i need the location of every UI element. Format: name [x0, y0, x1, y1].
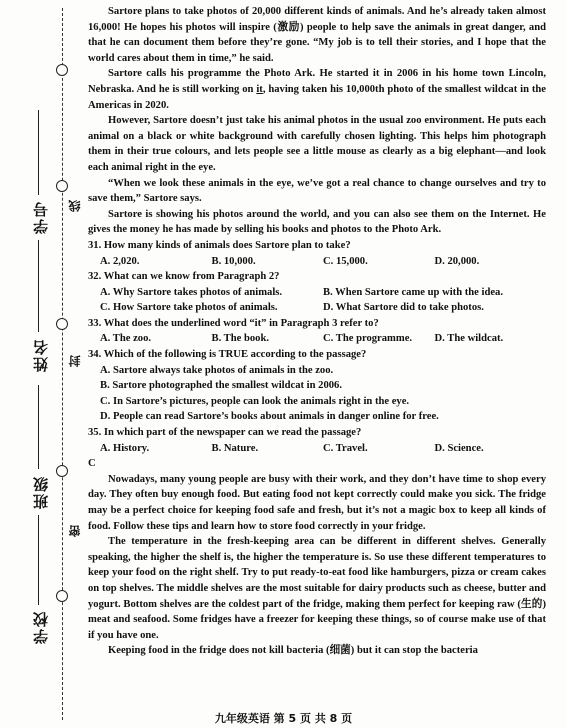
passage-c-paragraph-2: The temperature in the fresh-keeping area can be different in different shelves. Generally speaking, the higher the shelf is, the higher the temperature is. So use these different temperatures to keep your food on the right shelf. Try to put ready-to-eat food like hamburgers, pizza or cream cakes on top shelves. The middle shelves are the most suitable for dairy products such as cheese, butter and yogurt. Bottom shelves are the coldest part of the fridge, making them perfect for keeping raw (生的) meat and seafood. Some fridges have a freezer for keeping these things, so of course make use of that if you have one.	[88, 536, 546, 641]
question-34-option-b-row	[88, 378, 546, 394]
passage-b-paragraph-2	[88, 66, 546, 113]
name-label: 姓名	[32, 338, 50, 372]
passage-b-paragraph-1: Sartore plans to take photos of 20,000 different kinds of animals. And he’s already taken almost 16,000! He hopes his photos will inspire (激励) people to help save the animals in great danger, and that he can document them before they’re gone. “My job is to tell their stories, and I hope that the world cares about them in time,” he said.	[88, 6, 546, 64]
question-34-option-a-row	[88, 363, 546, 379]
option-b[interactable]: B. The book.	[211, 333, 270, 345]
option-d[interactable]: D. People can read Sartore’s books about animals in danger online for free.	[100, 411, 439, 423]
option-c[interactable]: C. How Sartore take photos of animals.	[100, 302, 278, 314]
option-d[interactable]: D. Science.	[434, 442, 484, 454]
paragraph-2-text-b: , having taken his 10,000th photo of the smallest wildcat in the Americas in 2020.	[88, 83, 546, 111]
seal-word-secret: 密	[68, 525, 82, 537]
option-a[interactable]: A. 2,020.	[100, 255, 140, 267]
question-32: 32. What can we know from Paragraph 2?	[88, 271, 280, 283]
option-c[interactable]: C. Travel.	[323, 442, 368, 454]
option-a[interactable]: A. History.	[100, 442, 150, 454]
page-content	[88, 4, 546, 659]
binding-hole-1	[56, 64, 68, 76]
option-b[interactable]: B. When Sartore came up with the idea.	[323, 286, 503, 298]
question-34: 34. Which of the following is TRUE according to the passage?	[88, 349, 367, 361]
option-a[interactable]: A. Sartore always take photos of animals in the zoo.	[100, 364, 334, 376]
section-c-heading: C	[88, 458, 96, 470]
binding-hole-2	[56, 180, 68, 192]
paragraph-2-text-a: Sartore calls his programme the Photo Ark. He started it in 2006 in his home town Lincoln, Nebraska. And he is still working on	[88, 68, 546, 95]
passage-c-paragraph-1: Nowadays, many young people are busy with their work, and they don’t have time to shop every day. They often buy enough food. But eating food not kept correctly could make you sick. The fridge may be a perfect choice for keeping food safe and fresh, but it’s not a magic box to keep all kinds of food. Follow these tips and learn how to store food correctly in your fridge.	[88, 473, 546, 532]
option-b[interactable]: B. 10,000.	[211, 255, 256, 267]
binding-margin	[0, 0, 92, 728]
page-footer: 九年级英语 第 5 页 共 8 页	[214, 712, 353, 725]
option-d[interactable]: D. 20,000.	[434, 255, 480, 267]
binding-hole-4	[56, 465, 68, 477]
question-32-options-row-2	[88, 300, 546, 316]
passage-b-paragraph-4: “When we look these animals in the eye, we’ve got a real chance to change ourselves and try to save them,” Sartore says.	[88, 177, 546, 205]
seal-dashed-line	[62, 8, 63, 720]
school-label: 学校	[32, 610, 50, 644]
class-line	[38, 385, 39, 469]
passage-c-paragraph-3: Keeping food in the fridge does not kill bacteria (细菌) but it can stop the bacteria	[108, 645, 478, 657]
underlined-word-it: it	[256, 83, 263, 95]
student-id-line	[38, 110, 39, 195]
question-35: 35. In which part of the newspaper can we read the passage?	[88, 427, 362, 439]
option-c[interactable]: C. The programme.	[323, 333, 413, 345]
question-33: 33. What does the underlined word “it” in Paragraph 3 refer to?	[88, 317, 379, 329]
question-33-options	[88, 331, 546, 347]
option-a[interactable]: A. The zoo.	[100, 333, 152, 345]
school-line	[38, 515, 39, 605]
seal-word-line: 线	[68, 200, 82, 212]
class-label: 班级	[32, 475, 50, 509]
question-34-option-c-row	[88, 394, 546, 410]
question-34-option-d-row	[88, 409, 546, 425]
student-id-label: 学号	[32, 200, 50, 234]
option-c[interactable]: C. In Sartore’s pictures, people can look the animals right in the eye.	[100, 395, 410, 407]
option-a[interactable]: A. Why Sartore takes photos of animals.	[100, 286, 283, 298]
option-d[interactable]: D. The wildcat.	[434, 333, 504, 345]
question-31: 31. How many kinds of animals does Sartore plan to take?	[88, 239, 351, 251]
name-line	[38, 240, 39, 332]
option-d[interactable]: D. What Sartore did to take photos.	[323, 302, 484, 314]
passage-b-paragraph-3: However, Sartore doesn’t just take his animal photos in the usual zoo environment. He puts each animal on a black or white background with carefully chosen lighting. This helps him photograph them in their true colours, and lets people see a little mouse as clearly as a big elephant—and look each animal right in the eye.	[88, 115, 546, 173]
option-b[interactable]: B. Sartore photographed the smallest wildcat in 2006.	[100, 380, 342, 392]
seal-word-seal: 封	[68, 355, 82, 367]
binding-hole-5	[56, 590, 68, 602]
question-35-options	[88, 441, 546, 457]
question-32-options-row-1	[88, 285, 546, 301]
question-31-options	[88, 254, 546, 270]
option-c[interactable]: C. 15,000.	[323, 255, 368, 267]
option-b[interactable]: B. Nature.	[211, 442, 259, 454]
binding-hole-3	[56, 318, 68, 330]
passage-b-paragraph-5: Sartore is showing his photos around the world, and you can also see them on the Internet. He gives the money he has made by selling his books and photos to the Photo Ark.	[88, 208, 546, 236]
